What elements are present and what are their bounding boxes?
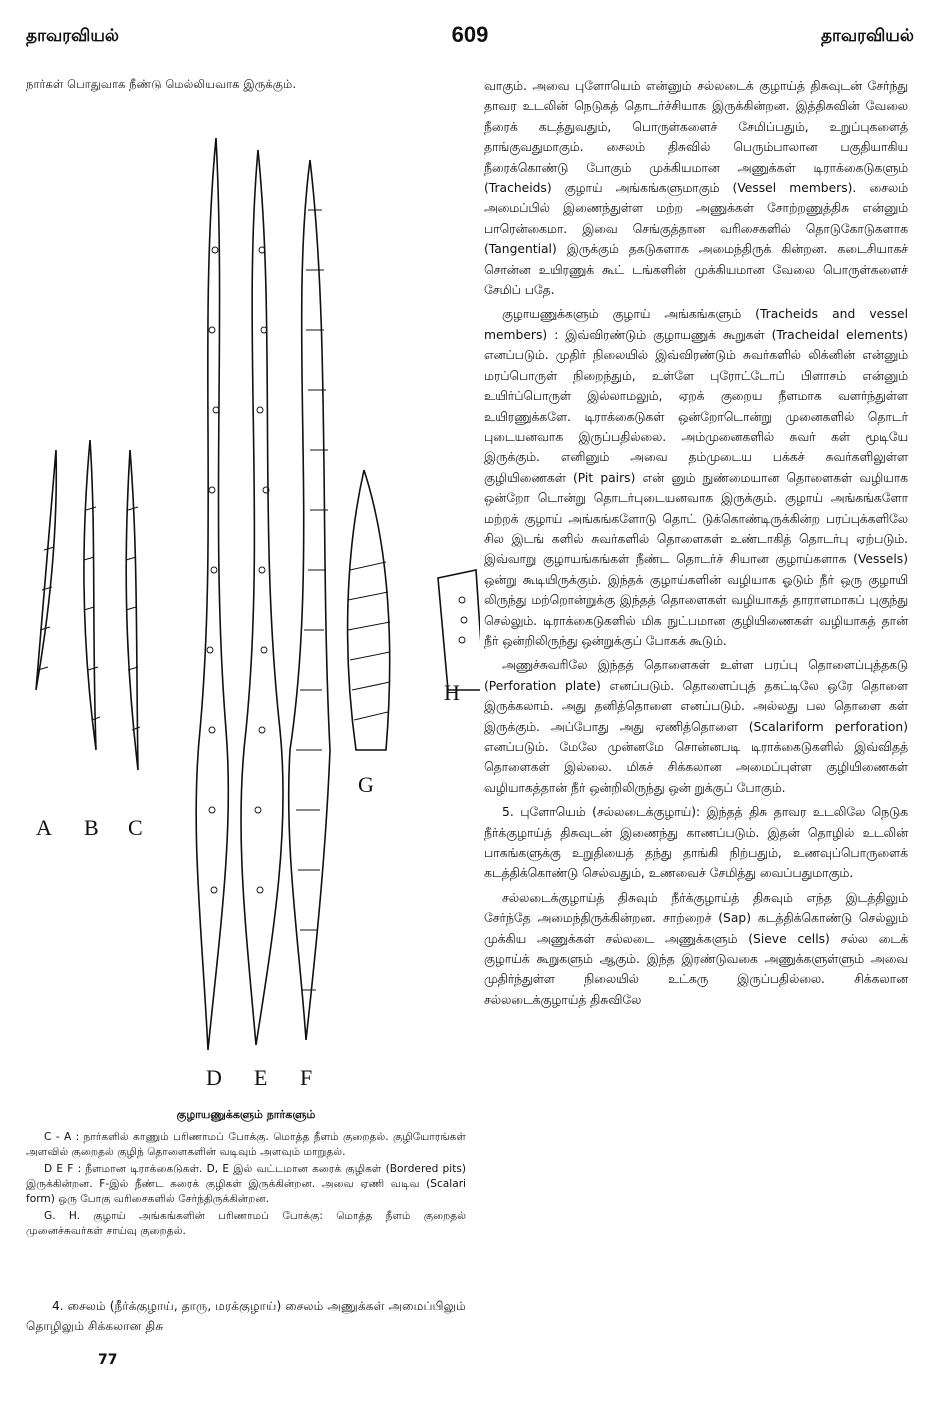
left-column-intro — [26, 76, 466, 99]
figure-caption — [26, 1130, 466, 1241]
section-4-paragraph: 4. சைலம் (நீர்க்குழாய், தாரு, மரக்குழாய்) சைலம் அணுக்கள் அமைப்பிலும் தொழிலும் சிக்கலான திசு — [26, 1299, 466, 1333]
body-paragraph: குழாயணுக்களும் குழாய் அங்கங்களும் (Tracheids and vessel members) : இவ்விரண்டும் குழாயணுக் கூறுகள் (Tracheidal elements) எனப்படும். முதிர் நிலையில் இவ்விரண்டும் சுவர்களில் லிக்னின் என்னும் மரப்பொருள் நிறைந்தும், உள்ளே புரோட்டோப் பிளாசம் என்னும் உயிர்ப்பொருள் இல்லாமலும், ஏறக் குறைய நீளமாக வளர்ந்துள்ள உயிரணுக்களே. டிராக்கைடுகள் ஒன்றோடொன்று முனைகளில் தொடர் புடையனவாக இருப்பதில்லை. அம்முனைகளில் சுவர் கள் மூடியே இருக்கும். எனினும் அவை தம்முடைய பக்கச் சுவர்களிலுள்ள குழியிணைகள் (Pit pairs) என் னும் நுண்மையான தொளைகள் வழியாக ஒன்றோ டொன்று தொடர்புடையனவாக இருக்கும். குழாய் அங்கங்களோ மற்றக் குழாய் அங்கங்களோடு தொட் டுக்கொண்டிருக்கின்ற பரப்புக்களிலே சில இடங் களில் சுவர்களில் தொளைகள் உண்டாகித் தொடர்பு ஏற்படும். இவ்வாறு குழாயங்கங்கள் நீண்ட தொடர்ச் சியான குழாய்களாக (Vessels) ஒன்று கூடியிருக்கும். இந்தக் குழாய்களின் வழியாக ஓடும் நீர் ஒரு குழாயி லிருந்து மற்றொன்றுக்கு இந்தத் தொளைகள் வழியாகத் தாராளமாகப் புகுந்து செல்லும். டிராக்கைடுகளில் மிக நுட்பமான குழியிணைகள் வழியாகத் தான் நீர் ஒன்றிலிருந்து ஒன்றுக்குப் போகக் கூடும். — [484, 307, 908, 648]
body-paragraph: சல்லடைக்குழாய்த் திசுவும் நீர்க்குழாய்த் திசுவும் எந்த இடத்திலும் சேர்ந்தே அமைந்திருக்கின்றன. சாற்றைச் (Sap) கடத்திக்கொண்டு செல்லும் முக்கிய அணுக்கள் சல்லடை அணுக்களும் (Sieve cells) சல்ல டைக் குழாய்க் கூறுகளும் ஆகும். இந்த இரண்டுவகை அணுக்களுள்ளும் அவை முதிர்ந்துள்ள நிலையில் உட்கரு இருப்பதில்லை. சிக்கலான சல்லடைக்குழாய்த் திசுவிலே — [484, 890, 908, 1007]
figure-label-f: F — [300, 1065, 313, 1090]
running-header-right: தாவரவியல் — [820, 26, 914, 46]
body-paragraph: அணுச்சுவரிலே இந்தத் தொளைகள் உள்ள பரப்பு தொளைப்புத்தகடு (Perforation plate) எனப்படும். தொளைப்புத் தகட்டிலே ஒரே தொளை இருக்கலாம். அது தனித்தொளை எனப்படும். அல்லது பல தொளை கள் இருக்கும். அப்போது அது ஏணித்தொளை (Scalariform perforation) எனப்படும். மேலே முன்னமே சொன்னபடி டிராக்கைடுகளில் இவ்விதத் தொளைகள் இல்லை. மிகச் சிக்கலான அமைப்புள்ள குழியிணைகள் வழியாகத்தான் நீர் ஒன்றிலிருந்து ஒன் றுக்குப் போகும். — [484, 658, 908, 795]
figure-label-h: H — [444, 680, 460, 705]
body-paragraph: வாகும். அவை புளோயெம் என்னும் சல்லடைக் குழாய்த் திசுவுடன் சேர்ந்து தாவர உடலின் நெடுகத் தொடர்ச்சியாக இருக்கின்றன. இத்திசுவின் வேலை நீரைக் கடத்துவதும், பொருள்களைச் சேமிப்பதும், உறுப்புகளைத் தாங்குவதுமாகும். சைலம் திசுவில் பெரும்பாலான பகுதியாகிய நீரைக்கொண்டு போகும் முக்கியமான அணுக்கள் டிராக்கைடுகளும் (Tracheids) குழாய் அங்கங்களுமாகும் (Vessel members). சைலம் அமைப்பில் இணைந்துள்ள மற்ற அணுக்கள் சோற்றணுத்திசு என்னும் பாரென்கைமா. இவை செங்குத்தான வரிசைகளில் தொடுகோடுகளாக (Tangential) இருக்கும் தகடுகளாக அமைந்திருக் கின்றன. கடைசியாகச் சொன்ன உயிரணுக் கூட் டங்களின் முக்கியமான வேலை பொருள்களைச் சேமிப் பதே. — [484, 79, 908, 298]
running-header-left: தாவரவியல் — [26, 26, 120, 46]
cell-c — [126, 450, 138, 770]
figure-caption-title: குழாயணுக்களும் நார்களும் — [176, 1108, 316, 1121]
figure-tracheids-and-fibres — [20, 130, 480, 1100]
page-number: 609 — [451, 22, 489, 47]
cell-g — [348, 470, 390, 750]
intro-paragraph: நார்கள் பொதுவாக நீண்டு மெல்லியவாக இருக்கும். — [26, 77, 297, 91]
cell-a — [36, 450, 56, 690]
figure-label-d: D — [206, 1065, 222, 1090]
cell-f — [289, 160, 330, 1040]
page-footer-marker: 77 — [98, 1352, 118, 1368]
figure-label-a: A — [36, 815, 52, 840]
body-paragraph: 5. புளோயெம் (சல்லடைக்குழாய்): இந்தத் திசு தாவர உடலிலே நெடுக நீர்க்குழாய்த் திசுவுடன் இணைந்து காணப்படும். இதன் தொழில் உடலின் பாகங்களுக்கு உறுதியைத் தந்து தாங்கி நிற்பதும், உணவுப்பொருளைக் கடத்திக்கொண்டு செல்வதும், உணவைச் சேமித்து வைப்பதுமாகும். — [484, 805, 908, 881]
left-column-section-4 — [26, 1296, 466, 1336]
cell-b — [84, 440, 96, 750]
caption-line: C - A : நார்களில் காணும் பரிணாமப் போக்கு. மொத்த நீளம் குறைதல். குழியோரங்கள் அளவில் குறைதல் குழிந் தொளைகளின் வடிவும் அளவும் மாறுதல். — [26, 1131, 466, 1158]
cell-d — [196, 138, 228, 1050]
figure-label-g: G — [358, 772, 374, 797]
caption-line: D E F : நீளமான டிராக்கைடுகள். D, E இல் வட்டமான கரைக் குழிகள் (Bordered pits) இருக்கின்றன. F-இல் நீண்ட கரைக் குழிகள் இருக்கின்றன. அவை ஏணி வடிவ (Scalari form) ஒரு போகு வரிசைகளில் சேர்ந்திருக்கின்றன. — [26, 1163, 466, 1205]
caption-line: G. H. குழாய் அங்கங்களின் பரிணாமப் போக்கு: மொத்த நீளம் குறைதல் முனைச்சுவர்கள் சாய்வு குறைதல். — [26, 1210, 466, 1237]
figure-label-c: C — [128, 815, 143, 840]
cell-e — [241, 150, 283, 1045]
figure-label-b: B — [84, 815, 99, 840]
right-column — [484, 76, 908, 1014]
figure-label-e: E — [254, 1065, 268, 1090]
cell-h — [438, 570, 480, 690]
